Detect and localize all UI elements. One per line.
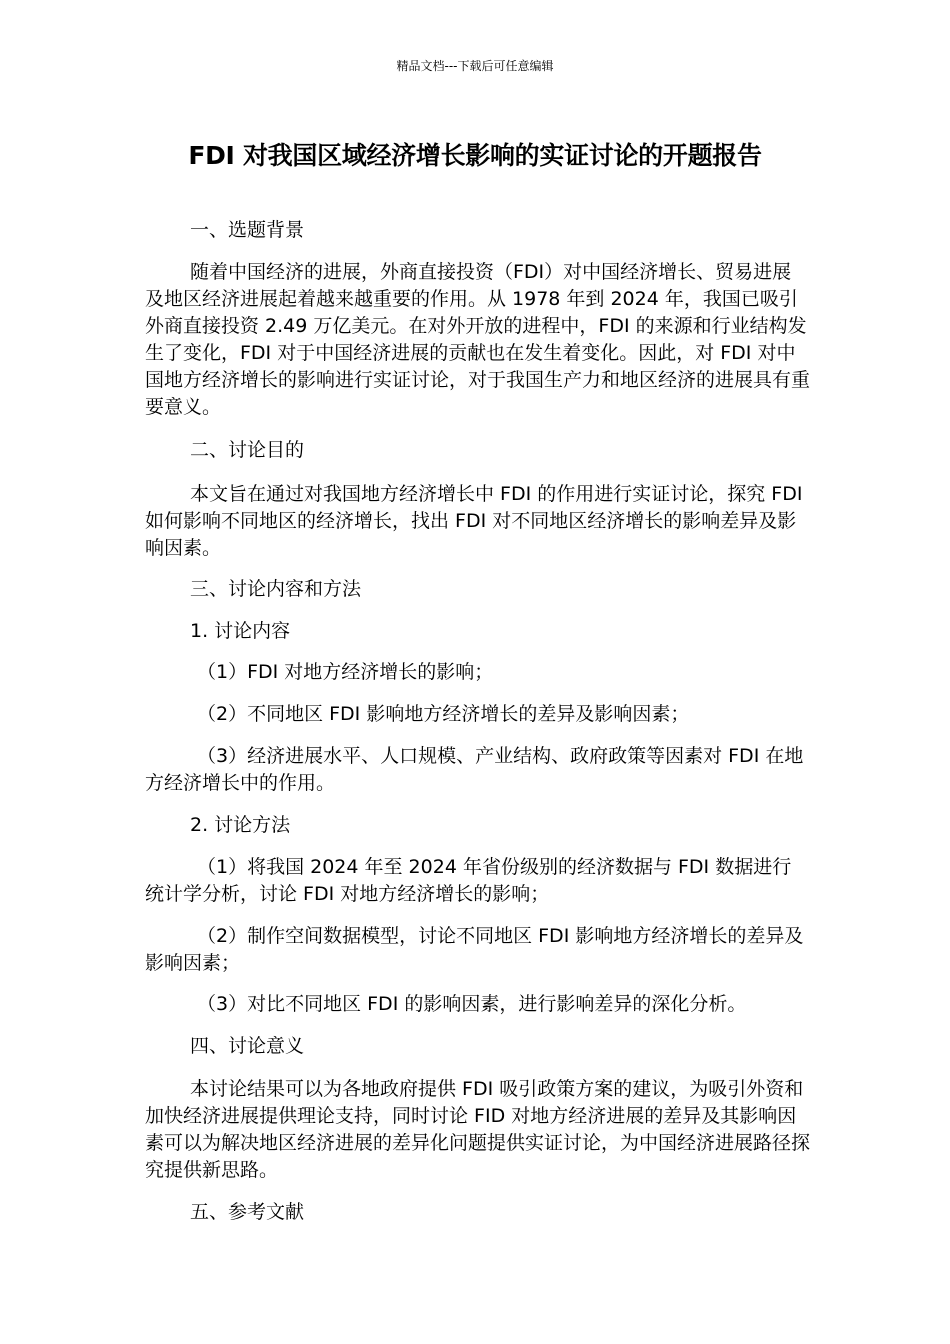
paragraph-background: 随着中国经济的进展，外商直接投资（FDI）对中国经济增长、贸易进展及地区经济进展起着越来越重要的作用。从 1978 年到 2024 年，我国已吸引外商直接投资 2.49 万亿美元。在对外开放的进程中，FDI 的来源和行业结构发生了变化，FDI 对于中国经济进展的贡献也在发生着变化。因此，对 FDI 对中国地方经济增长的影响进行实证讨论，对于我国生产力和地区经济的进展具有重要意义。 <box>145 261 811 418</box>
list-item-method-2: （2）制作空间数据模型，讨论不同地区 FDI 影响地方经济增长的差异及影响因素； <box>145 925 804 974</box>
list-item-content-1: （1）FDI 对地方经济增长的影响； <box>197 661 494 683</box>
subheading-content: 1. 讨论内容 <box>190 620 291 642</box>
list-item-content-3: （3）经济进展水平、人口规模、产业结构、政府政策等因素对 FDI 在地方经济增长中的作用。 <box>145 745 804 794</box>
list-item-method-3: （3）对比不同地区 FDI 的影响因素，进行影响差异的深化分析。 <box>197 993 747 1015</box>
section-heading-background: 一、选题背景 <box>190 219 305 241</box>
document-title: FDI 对我国区域经济增长影响的实证讨论的开题报告 <box>188 141 762 170</box>
paragraph-significance: 本讨论结果可以为各地政府提供 FDI 吸引政策方案的建议，为吸引外资和加快经济进展提供理论支持，同时讨论 FID 对地方经济进展的差异及其影响因素可以为解决地区经济进展的差异化问题提供实证讨论，为中国经济进展路径探究提供新思路。 <box>145 1078 811 1181</box>
subheading-methods: 2. 讨论方法 <box>190 814 291 836</box>
section-heading-significance: 四、讨论意义 <box>190 1035 305 1057</box>
list-item-content-2: （2）不同地区 FDI 影响地方经济增长的差异及影响因素； <box>197 703 690 725</box>
section-heading-references: 五、参考文献 <box>190 1201 305 1223</box>
section-heading-content-methods: 三、讨论内容和方法 <box>190 578 362 600</box>
section-heading-purpose: 二、讨论目的 <box>190 439 305 461</box>
paragraph-purpose: 本文旨在通过对我国地方经济增长中 FDI 的作用进行实证讨论，探究 FDI 如何影响不同地区的经济增长，找出 FDI 对不同地区经济增长的影响差异及影响因素。 <box>145 483 803 559</box>
list-item-method-1: （1）将我国 2024 年至 2024 年省份级别的经济数据与 FDI 数据进行统计学分析，讨论 FDI 对地方经济增长的影响； <box>145 856 792 905</box>
page-header-note: 精品文档---下载后可任意编辑 <box>396 59 554 73</box>
